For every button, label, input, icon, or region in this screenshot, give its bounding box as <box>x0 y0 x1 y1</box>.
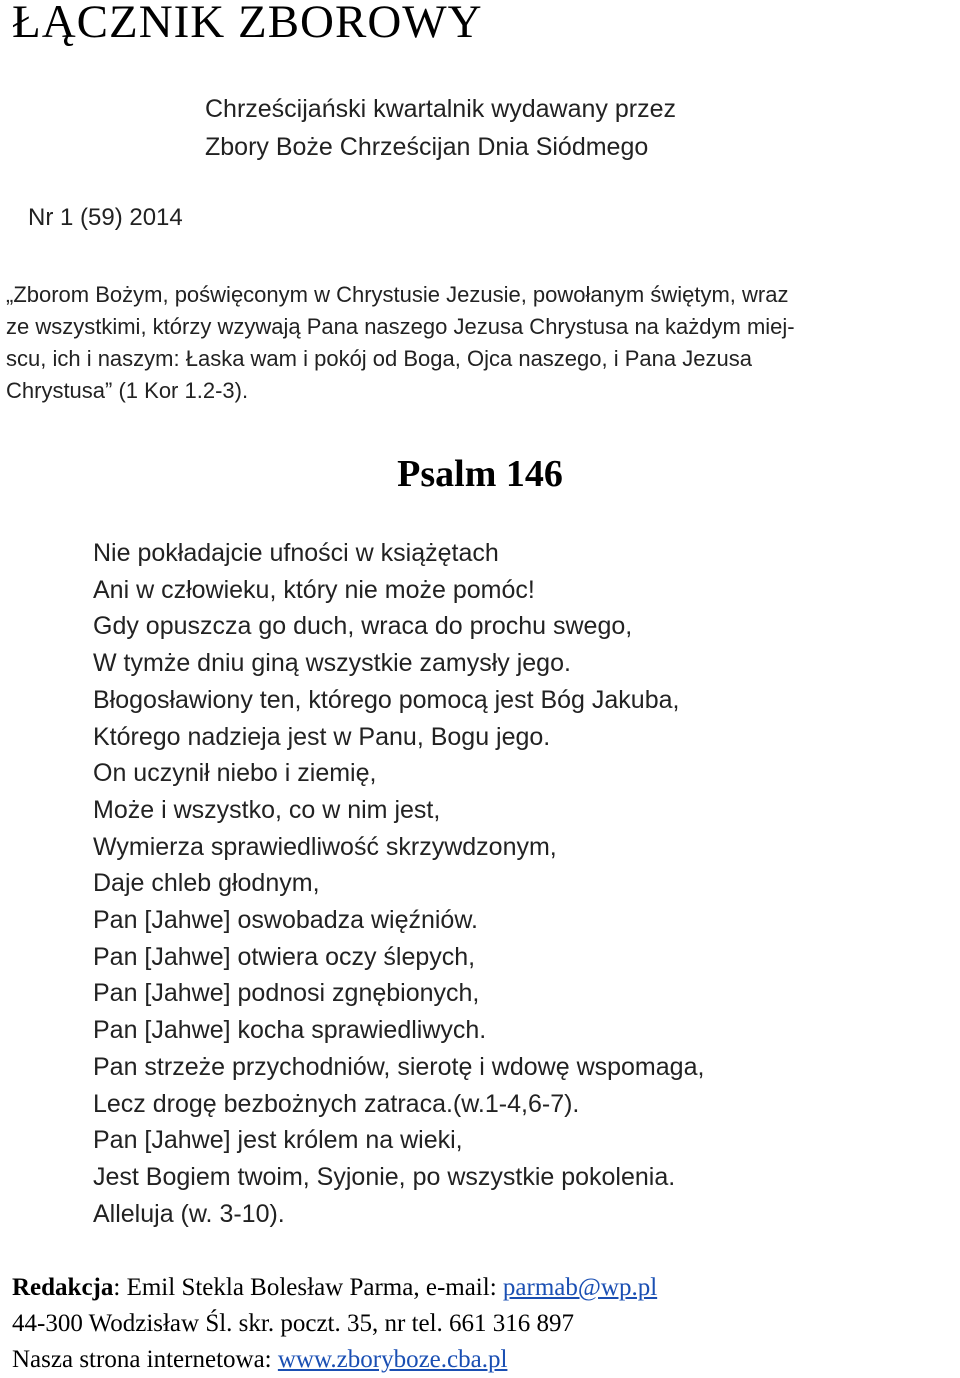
issue-number: Nr 1 (59) 2014 <box>28 204 183 231</box>
psalm-text <box>93 535 704 1232</box>
psalm-line: Może i wszystko, co w nim jest, <box>93 795 441 824</box>
website-label: Nasza strona internetowa: <box>12 1346 278 1373</box>
psalm-line: Pan [Jahwe] jest królem na wieki, <box>93 1126 463 1155</box>
greeting-quote <box>6 279 956 407</box>
website-line <box>12 1342 657 1378</box>
website-link[interactable]: www.zboryboze.cba.pl <box>277 1346 508 1373</box>
psalm-line: Gdy opuszcza go duch, wraca do prochu swego, <box>93 612 633 641</box>
psalm-line: Nie pokładajcie ufności w książętach <box>93 539 499 567</box>
psalm-line: Alleluja (w. 3-10). <box>93 1199 285 1228</box>
email-link[interactable]: parmab@wp.pl <box>502 1274 658 1301</box>
psalm-line: Pan strzeże przychodniów, sierotę i wdowę wspomaga, <box>93 1052 705 1081</box>
psalm-line: Pan [Jahwe] otwiera oczy ślepych, <box>93 942 476 971</box>
psalm-line: Ani w człowieku, który nie może pomóc! <box>93 575 535 604</box>
subtitle-line: Zbory Boże Chrześcijan Dnia Siódmego <box>205 133 649 161</box>
psalm-line: Daje chleb głodnym, <box>93 869 320 898</box>
masthead-subtitle <box>205 90 676 166</box>
psalm-line: Pan [Jahwe] kocha sprawiedliwych. <box>93 1016 487 1045</box>
greeting-line: scu, ich i naszym: Łaska wam i pokój od Boga, Ojca naszego, i Pana Jezusa <box>6 346 752 371</box>
editorial-footer <box>12 1270 657 1378</box>
psalm-line: Którego nadzieja jest w Panu, Bogu jego. <box>93 722 551 751</box>
psalm-line: Wymierza sprawiedliwość skrzywdzonym, <box>93 832 557 861</box>
postal-address: 44-300 Wodzisław Śl. skr. poczt. 35, nr tel. 661 316 897 <box>12 1310 575 1337</box>
editor-names: : Emil Stekla Bolesław Parma, e-mail: <box>113 1274 503 1301</box>
greeting-line: „Zborom Bożym, poświęconym w Chrystusie Jezusie, powołanym świętym, wraz <box>6 282 789 307</box>
psalm-title: Psalm 146 <box>397 453 563 495</box>
psalm-line: Pan [Jahwe] podnosi zgnębionych, <box>93 979 480 1008</box>
masthead-title: ŁĄCZNIK ZBOROWY <box>12 0 483 48</box>
greeting-line: Chrystusa” (1 Kor 1.2-3). <box>6 378 249 403</box>
psalm-line: Pan [Jahwe] oswobadza więźniów. <box>93 906 478 935</box>
psalm-line: W tymże dniu giną wszystkie zamysły jego. <box>93 649 571 678</box>
editor-line <box>12 1270 657 1306</box>
psalm-line: Błogosławiony ten, którego pomocą jest Bóg Jakuba, <box>93 685 680 714</box>
subtitle-line: Chrześcijański kwartalnik wydawany przez <box>205 95 676 123</box>
psalm-line: Lecz drogę bezbożnych zatraca.(w.1-4,6-7). <box>93 1089 580 1118</box>
psalm-line: On uczynił niebo i ziemię, <box>93 759 377 788</box>
greeting-line: ze wszystkimi, którzy wzywają Pana naszego Jezusa Chrystusa na każdym miej- <box>6 314 795 339</box>
editor-label: Redakcja <box>12 1274 114 1301</box>
psalm-line: Jest Bogiem twoim, Syjonie, po wszystkie pokolenia. <box>93 1162 676 1191</box>
